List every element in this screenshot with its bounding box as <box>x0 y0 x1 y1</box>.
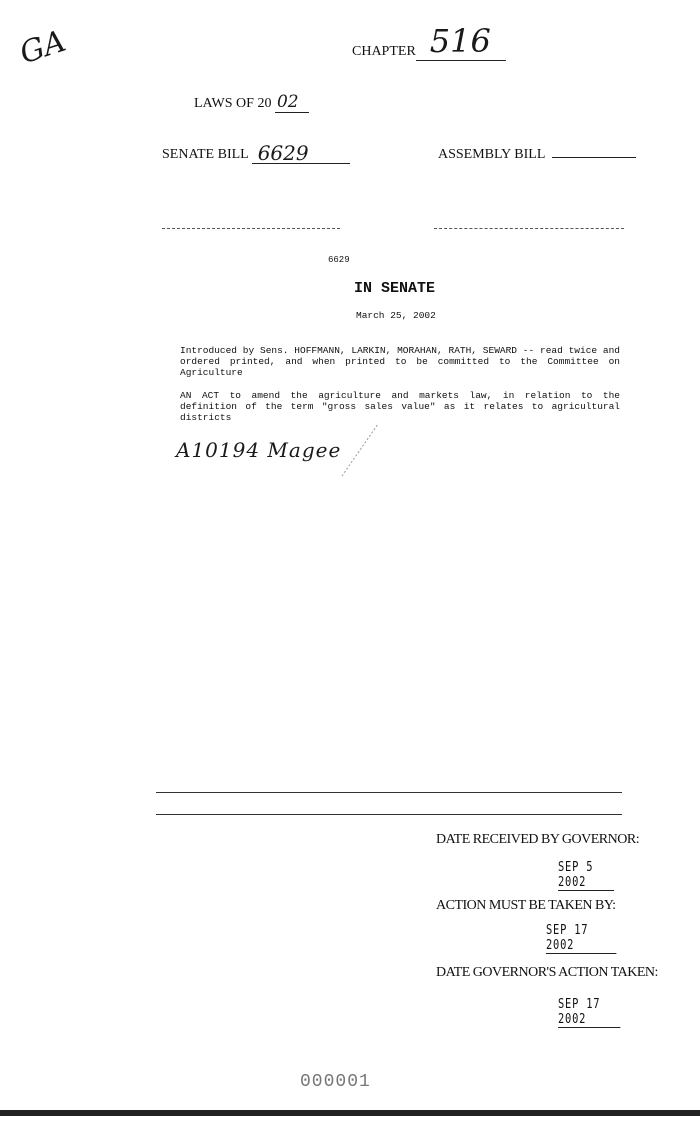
introduction-text: Introduced by Sens. HOFFMANN, LARKIN, MORAHAN, RATH, SEWARD -- read twice and ordered printed, and when printed to be committed to the Committee on Agriculture <box>180 345 620 378</box>
bill-number: 6629 <box>328 255 350 265</box>
action-taken-date: SEP 17 2002 <box>558 997 620 1028</box>
separator-rule-bottom <box>156 814 622 815</box>
separator-rule-top <box>156 792 622 793</box>
assembly-bill-line <box>438 147 636 163</box>
action-by-label: ACTION MUST BE TAKEN BY: <box>436 898 616 913</box>
received-date: SEP 5 2002 <box>558 860 614 891</box>
left-blank-line <box>162 228 340 229</box>
handwritten-note: A10194 Magee <box>176 438 342 462</box>
right-blank-line <box>434 228 624 229</box>
page-number: 000001 <box>300 1072 371 1092</box>
chapter-number: 516 <box>429 22 491 60</box>
action-taken-label: DATE GOVERNOR'S ACTION TAKEN: <box>436 965 658 980</box>
chapter-label: CHAPTER <box>352 44 416 59</box>
senate-bill-label: SENATE BILL <box>162 147 249 162</box>
laws-label: LAWS OF 20 <box>194 96 272 111</box>
received-label: DATE RECEIVED BY GOVERNOR: <box>436 832 640 847</box>
bottom-scan-edge <box>0 1110 700 1116</box>
note-slash <box>340 420 380 480</box>
handwritten-initials: GA <box>15 23 70 72</box>
house-heading: IN SENATE <box>354 280 436 297</box>
laws-line <box>194 92 309 113</box>
assembly-bill-number <box>552 157 636 158</box>
assembly-bill-label: ASSEMBLY BILL <box>438 147 545 162</box>
chapter-line <box>352 22 506 61</box>
introduction-date: March 25, 2002 <box>356 310 436 321</box>
action-by-date: SEP 17 2002 <box>546 923 616 954</box>
senate-bill-number: 6629 <box>257 141 309 165</box>
laws-year: 02 <box>276 92 299 112</box>
senate-bill-line <box>162 141 350 165</box>
act-text: AN ACT to amend the agriculture and markets law, in relation to the definition of the term "gross sales value" as it relates to agricultural districts <box>180 390 620 423</box>
